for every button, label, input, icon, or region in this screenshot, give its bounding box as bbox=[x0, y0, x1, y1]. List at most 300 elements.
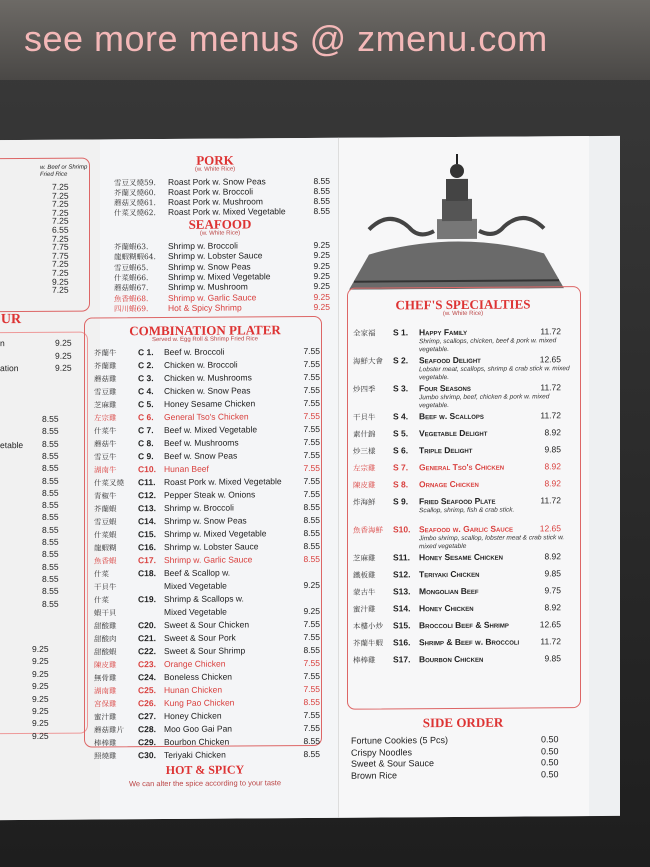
item-number: C22. bbox=[138, 646, 156, 657]
item-chinese: 鐵板雞 bbox=[353, 570, 376, 580]
item-number: S12. bbox=[393, 569, 411, 580]
pagoda-illustration bbox=[349, 148, 564, 290]
item-name: Moo Goo Gai Pan bbox=[164, 723, 233, 735]
combo-item bbox=[94, 554, 320, 567]
item-name: Honey Chicken bbox=[419, 602, 474, 614]
seafood-subtitle: (w. White Rice) bbox=[199, 230, 241, 237]
combo-item bbox=[94, 710, 320, 723]
item-number: C14. bbox=[138, 516, 156, 527]
item-price: 7.55 bbox=[303, 371, 320, 383]
left-price: 9.25 bbox=[32, 730, 49, 741]
left-price: 9.25 bbox=[32, 656, 49, 667]
item-number: C 9. bbox=[138, 451, 154, 462]
item-price: 9.25 bbox=[303, 579, 320, 591]
combo-item bbox=[94, 359, 320, 372]
hot-spicy-title: HOT & SPICY bbox=[165, 762, 245, 778]
item-price: 7.55 bbox=[303, 423, 320, 435]
item-number: C30. bbox=[138, 750, 156, 761]
left-price: 9.25 bbox=[55, 337, 72, 348]
item-chinese: 湖南牛 bbox=[94, 465, 117, 475]
item-number: S14. bbox=[393, 603, 411, 614]
item-number: S 2. bbox=[393, 355, 409, 366]
item-number: C27. bbox=[138, 711, 156, 722]
combo-item bbox=[94, 385, 320, 398]
item-price: 7.55 bbox=[303, 449, 320, 461]
item-name: Beef w. Mixed Vegetable bbox=[164, 424, 258, 436]
item-number: S 5. bbox=[393, 428, 409, 439]
combo-item bbox=[94, 671, 320, 684]
item-price: 7.55 bbox=[303, 358, 320, 370]
item-number: C29. bbox=[138, 737, 156, 748]
item-chinese: 蘑菇蝦67. bbox=[114, 283, 149, 293]
item-chinese: 龍蝦糊蝦64. bbox=[114, 252, 156, 262]
left-price: 9.25 bbox=[55, 350, 72, 361]
left-price: 6.55 bbox=[52, 224, 69, 235]
item-chinese: 陳皮雞 bbox=[94, 660, 117, 670]
item-name: Mixed Vegetable bbox=[164, 606, 227, 618]
item-description: Shrimp, scallops, chicken, beef & pork w. mixed vegetable. bbox=[419, 337, 557, 354]
item-chinese: 什菜蝦66. bbox=[114, 273, 149, 283]
item-name: Seafood w. Garlic Sauce bbox=[419, 523, 514, 535]
left-price: 9.25 bbox=[32, 643, 49, 654]
item-price: 9.85 bbox=[544, 653, 561, 664]
left-price: 7.25 bbox=[52, 267, 69, 278]
item-chinese: 雪豆雞 bbox=[94, 387, 117, 397]
combo-item bbox=[94, 515, 320, 528]
combo-item bbox=[94, 645, 320, 658]
item-chinese: 雪豆叉燒59. bbox=[114, 178, 156, 188]
item-price: 7.55 bbox=[303, 397, 320, 409]
item-price: 11.72 bbox=[540, 326, 561, 337]
item-price: 7.55 bbox=[303, 345, 320, 357]
item-chinese: 炒四季 bbox=[353, 384, 376, 394]
chef-item bbox=[353, 410, 561, 422]
item-price: 8.92 bbox=[544, 427, 561, 438]
item-name: Shrimp w. Garlic Sauce bbox=[164, 554, 253, 566]
item-price: 11.72 bbox=[540, 410, 561, 421]
left-price: 9.25 bbox=[32, 681, 49, 692]
item-name: Ornage Chicken bbox=[419, 478, 479, 490]
item-price: 8.92 bbox=[544, 461, 561, 472]
item-name: Beef w. Mushrooms bbox=[164, 437, 239, 449]
item-chinese: 蘑菇雞 bbox=[94, 374, 117, 384]
item-name: Mongolian Beef bbox=[419, 585, 479, 597]
item-number: C25. bbox=[138, 685, 156, 696]
item-number: C17. bbox=[138, 555, 156, 566]
combo-item bbox=[94, 450, 320, 463]
left-price: 8.55 bbox=[42, 585, 59, 597]
combo-item bbox=[94, 502, 320, 515]
left-price: 8.55 bbox=[42, 573, 59, 584]
item-price: 12.65 bbox=[539, 619, 561, 630]
item-price: 11.72 bbox=[540, 495, 561, 506]
item-name: Honey Sesame Chicken bbox=[419, 551, 504, 563]
side-item-price: 0.50 bbox=[541, 745, 559, 756]
item-number: S 6. bbox=[393, 445, 409, 456]
item-price: 7.55 bbox=[303, 631, 320, 643]
item-name: Beef w. Scallops bbox=[419, 410, 484, 422]
item-price: 8.55 bbox=[303, 540, 320, 552]
combo-item bbox=[94, 424, 320, 437]
item-chinese: 芝麻雞 bbox=[353, 553, 376, 563]
item-name: Roast Pork w. Mixed Vegetable bbox=[168, 206, 286, 217]
item-price: 7.55 bbox=[303, 657, 320, 669]
combo-item bbox=[94, 411, 320, 424]
item-name: Happy Family bbox=[419, 326, 468, 338]
left-price: 8.55 bbox=[42, 524, 59, 535]
item-price: 9.25 bbox=[313, 291, 330, 302]
item-name: Seafood Delight bbox=[419, 354, 481, 366]
item-number: C 1. bbox=[138, 347, 154, 358]
item-number: C 4. bbox=[138, 386, 154, 397]
chef-item bbox=[353, 444, 561, 456]
left-section-fragment: UR bbox=[0, 312, 22, 328]
chef-title: CHEF'S SPECIALTIES bbox=[395, 296, 531, 313]
item-price: 8.55 bbox=[313, 195, 330, 206]
item-price: 9.25 bbox=[303, 605, 320, 617]
combo-item bbox=[94, 684, 320, 697]
left-price: 8.55 bbox=[42, 487, 59, 498]
item-name: Teriyaki Chicken bbox=[164, 749, 226, 761]
side-item-name: Crispy Noodles bbox=[351, 746, 413, 758]
item-price: 8.55 bbox=[313, 205, 330, 216]
left-fragment: n bbox=[0, 338, 5, 349]
item-chinese: 干貝牛 bbox=[94, 582, 117, 592]
item-name: Boneless Chicken bbox=[164, 671, 233, 683]
item-name: Shrimp w. Mushroom bbox=[168, 281, 248, 293]
hot-spicy-note: We can alter the spice according to your taste bbox=[128, 778, 282, 789]
item-number: C18. bbox=[138, 568, 156, 579]
side-item bbox=[351, 769, 559, 780]
item-chinese: 蜜汁雞 bbox=[94, 712, 117, 722]
left-price: 7.25 bbox=[52, 198, 69, 209]
item-number: C 3. bbox=[138, 373, 154, 384]
item-chinese: 本樓小炒 bbox=[353, 621, 383, 631]
combo-item bbox=[94, 697, 320, 710]
item-name: General Tso's Chicken bbox=[164, 411, 249, 423]
item-name: Shrimp & Scallops w. bbox=[164, 593, 244, 605]
left-price: 7.25 bbox=[52, 284, 69, 295]
item-chinese: 龍蝦糊 bbox=[94, 543, 117, 553]
item-name: Roast Pork w. Snow Peas bbox=[168, 176, 266, 187]
left-price: 7.25 bbox=[52, 181, 69, 192]
item-chinese: 雪豆蝦65. bbox=[114, 262, 149, 272]
item-chinese: 芥蘭牛蝦 bbox=[353, 638, 383, 648]
item-name: Vegetable Delight bbox=[419, 427, 488, 439]
item-name: Hunan Beef bbox=[164, 463, 209, 475]
item-price: 8.55 bbox=[303, 644, 320, 656]
item-price: 8.55 bbox=[303, 696, 320, 708]
item-number: C19. bbox=[138, 594, 156, 605]
item-chinese: 宮保雞 bbox=[94, 699, 117, 709]
item-name: Fried Seafood Plate bbox=[419, 495, 496, 507]
chef-subtitle: (w. White Rice) bbox=[442, 310, 484, 318]
item-price: 8.55 bbox=[313, 185, 330, 196]
item-number: C15. bbox=[138, 529, 156, 540]
left-price: 9.25 bbox=[32, 705, 49, 716]
item-number: C23. bbox=[138, 659, 156, 670]
item-name: Beef & Scallop w. bbox=[164, 567, 231, 579]
item-chinese: 四川蝦69. bbox=[114, 303, 149, 314]
item-price: 11.72 bbox=[540, 382, 561, 393]
combo-title: COMBINATION PLATER bbox=[129, 322, 281, 339]
combo-item bbox=[94, 632, 320, 645]
item-price: 7.55 bbox=[303, 384, 320, 396]
item-chinese: 左宗雞 bbox=[353, 463, 376, 473]
item-chinese: 雪豆牛 bbox=[94, 452, 117, 462]
left-price: 7.25 bbox=[52, 259, 69, 270]
item-name: Hot & Spicy Shrimp bbox=[168, 302, 242, 313]
item-chinese: 炒三樣 bbox=[353, 446, 376, 456]
item-chinese: 炸海鮮 bbox=[353, 497, 376, 507]
item-name: Shrimp w. Mixed Vegetable bbox=[164, 528, 267, 540]
item-chinese: 全家福 bbox=[353, 328, 376, 338]
left-price: 9.25 bbox=[32, 668, 49, 679]
watermark: see more menus @ zmenu.com bbox=[24, 18, 548, 59]
item-number: S15. bbox=[393, 620, 411, 631]
side-item-name: Sweet & Sour Sauce bbox=[351, 758, 435, 769]
item-price: 8.92 bbox=[544, 551, 561, 562]
item-number: S13. bbox=[393, 586, 411, 597]
item-price: 12.65 bbox=[539, 523, 561, 534]
combo-item bbox=[94, 658, 320, 671]
combo-item bbox=[94, 606, 320, 619]
item-number: C20. bbox=[138, 620, 156, 631]
item-price: 7.55 bbox=[303, 488, 320, 500]
item-chinese: 芥蘭蝦63. bbox=[114, 242, 149, 252]
left-price: 9.25 bbox=[55, 362, 72, 373]
item-name: Chicken w. Snow Peas bbox=[164, 385, 251, 397]
item-price: 9.25 bbox=[313, 250, 330, 261]
item-description: Jumbo shrimp, beef, chicken & pork w. mixed vegetable. bbox=[419, 393, 550, 410]
item-name: Shrimp w. Broccoli bbox=[164, 502, 234, 514]
item-price: 9.25 bbox=[313, 301, 330, 312]
item-price: 9.25 bbox=[313, 260, 330, 271]
left-price: 7.25 bbox=[52, 207, 69, 218]
chef-item bbox=[353, 619, 561, 631]
item-price: 11.72 bbox=[540, 636, 561, 647]
combo-item bbox=[94, 723, 320, 736]
item-name: Shrimp & Beef w. Broccoli bbox=[419, 636, 520, 648]
item-chinese: 蝦干貝 bbox=[94, 608, 117, 618]
item-chinese: 芥蘭蝦 bbox=[94, 504, 117, 514]
item-price: 7.55 bbox=[303, 462, 320, 474]
item-price: 7.55 bbox=[303, 410, 320, 422]
item-chinese: 甜酸肉 bbox=[94, 634, 117, 644]
item-number: S17. bbox=[393, 654, 411, 665]
item-name: Roast Pork w. Mushroom bbox=[168, 196, 263, 207]
pork-subtitle: (w. White Rice) bbox=[194, 166, 236, 173]
item-name: Shrimp w. Garlic Sauce bbox=[168, 291, 257, 303]
item-name: Hunan Chicken bbox=[164, 684, 223, 696]
combo-item bbox=[94, 372, 320, 385]
left-price: 9.25 bbox=[52, 276, 69, 287]
item-number: S 7. bbox=[393, 462, 409, 473]
item-price: 8.55 bbox=[303, 527, 320, 539]
pork-title: PORK bbox=[196, 152, 234, 168]
item-number: C13. bbox=[138, 503, 156, 514]
combo-item bbox=[94, 489, 320, 502]
item-chinese: 陳皮雞 bbox=[353, 480, 376, 490]
left-price: 9.25 bbox=[32, 718, 49, 729]
right-panel bbox=[338, 136, 589, 818]
chef-item bbox=[353, 427, 561, 439]
item-name: General Tso's Chicken bbox=[419, 461, 505, 473]
item-number: C 6. bbox=[138, 412, 154, 423]
left-price: 7.25 bbox=[52, 216, 69, 227]
item-name: Sweet & Sour Chicken bbox=[164, 619, 250, 631]
item-chinese: 蘑菇叉燒61. bbox=[114, 198, 156, 208]
item-number: C26. bbox=[138, 698, 156, 709]
item-number: S16. bbox=[393, 637, 411, 648]
item-number: C16. bbox=[138, 542, 156, 553]
item-price: 8.55 bbox=[303, 748, 320, 760]
item-price: 12.65 bbox=[539, 354, 561, 365]
combo-item bbox=[94, 346, 320, 359]
left-price: 8.55 bbox=[42, 413, 59, 424]
item-chinese: 甜酸蝦 bbox=[94, 647, 117, 657]
item-number: C 7. bbox=[138, 425, 154, 436]
combo-subtitle: Served w. Egg Roll & Shrimp Fried Rice bbox=[151, 336, 259, 344]
menu-sheet bbox=[0, 136, 620, 820]
item-chinese: 棒棒雞 bbox=[94, 738, 117, 748]
item-price: 9.25 bbox=[313, 239, 330, 250]
side-item bbox=[351, 757, 559, 768]
left-price: 8.55 bbox=[42, 549, 59, 560]
item-description: Scallop, shrimp, fish & crab stick. bbox=[419, 506, 515, 515]
item-chinese: 魚香蝦68. bbox=[114, 293, 149, 303]
item-chinese: 左宗雞 bbox=[94, 413, 117, 423]
chef-item bbox=[353, 551, 561, 563]
item-price: 7.55 bbox=[303, 709, 320, 721]
item-name: Shrimp w. Snow Peas bbox=[164, 515, 247, 527]
left-box-top bbox=[0, 158, 90, 313]
left-fragment: etable bbox=[0, 440, 24, 451]
side-item bbox=[351, 746, 559, 757]
item-price: 8.92 bbox=[544, 478, 561, 489]
item-chinese: 芥蘭叉燒60. bbox=[114, 188, 156, 198]
seafood-item bbox=[114, 302, 330, 315]
combo-item bbox=[94, 476, 320, 489]
item-description: Jimbo shrimp, scallop, lobster meat & crab stick w. mixed vegetable bbox=[419, 534, 565, 551]
item-number: C11. bbox=[138, 477, 156, 488]
item-chinese: 什菜 bbox=[94, 569, 109, 579]
item-name: Beef w. Broccoli bbox=[164, 346, 225, 358]
side-item-name: Brown Rice bbox=[351, 769, 398, 781]
left-top-note: w. Beef or Shrimp Fried Rice bbox=[40, 164, 88, 178]
item-name: Bourbon Chicken bbox=[164, 736, 230, 748]
item-number: S 3. bbox=[393, 383, 409, 394]
item-price: 8.55 bbox=[303, 501, 320, 513]
item-price: 7.55 bbox=[303, 670, 320, 682]
item-chinese: 什菜叉燒 bbox=[94, 478, 124, 488]
item-number: S 4. bbox=[393, 411, 409, 422]
item-chinese: 什菜 bbox=[94, 595, 109, 605]
item-chinese: 魚香海鮮 bbox=[353, 525, 383, 535]
item-price: 8.55 bbox=[313, 175, 330, 186]
left-price: 8.55 bbox=[42, 438, 59, 449]
item-price: 8.92 bbox=[544, 602, 561, 613]
item-name: Kung Pao Chicken bbox=[164, 697, 235, 709]
item-name: Roast Pork w. Broccoli bbox=[168, 186, 254, 197]
item-name: Triple Delight bbox=[419, 444, 473, 456]
item-number: S11. bbox=[393, 552, 411, 563]
item-chinese: 干貝牛 bbox=[353, 412, 376, 422]
side-item bbox=[351, 734, 559, 745]
combo-item bbox=[94, 736, 320, 749]
item-number: C24. bbox=[138, 672, 156, 683]
chef-item bbox=[353, 653, 561, 665]
item-chinese: 海鮮大會 bbox=[353, 356, 383, 366]
item-name: Shrimp w. Lobster Sauce bbox=[168, 250, 263, 262]
item-name: Shrimp w. Snow Peas bbox=[168, 261, 251, 272]
combo-item bbox=[94, 437, 320, 450]
item-name: Four Seasons bbox=[419, 382, 471, 394]
side-item-price: 0.50 bbox=[541, 768, 559, 779]
item-price: 8.55 bbox=[303, 735, 320, 747]
left-price: 8.55 bbox=[42, 426, 59, 437]
left-price: 8.55 bbox=[42, 512, 59, 523]
item-name: Chicken w. Mushrooms bbox=[164, 372, 252, 384]
item-chinese: 芝麻雞 bbox=[94, 400, 117, 410]
item-chinese: 什菜叉燒62. bbox=[114, 208, 156, 218]
item-chinese: 棒棒雞 bbox=[353, 655, 376, 665]
item-chinese: 甜酸雞 bbox=[94, 621, 117, 631]
left-price: 7.25 bbox=[52, 190, 69, 201]
item-chinese: 蒙古牛 bbox=[353, 587, 376, 597]
item-chinese: 芥蘭牛 bbox=[94, 348, 117, 358]
combo-item bbox=[94, 528, 320, 541]
seafood-title: SEAFOOD bbox=[188, 216, 252, 232]
combo-item bbox=[94, 749, 320, 762]
item-chinese: 雪豆蝦 bbox=[94, 517, 117, 527]
item-name: Broccoli Beef & Shrimp bbox=[419, 619, 509, 631]
item-name: Sweet & Sour Shrimp bbox=[164, 645, 246, 657]
item-chinese: 蘑菇牛 bbox=[94, 439, 117, 449]
item-number: S10. bbox=[393, 524, 411, 535]
left-price: 7.75 bbox=[52, 241, 69, 252]
item-name: Shrimp w. Broccoli bbox=[168, 240, 238, 251]
chef-item bbox=[353, 461, 561, 473]
left-price: 7.75 bbox=[52, 250, 69, 261]
item-name: Shrimp w. Lobster Sauce bbox=[164, 541, 259, 553]
combo-item bbox=[94, 619, 320, 632]
item-price: 9.85 bbox=[544, 568, 561, 579]
item-name: Chicken w. Broccoli bbox=[164, 359, 238, 371]
item-name: Bourbon Chicken bbox=[419, 653, 484, 665]
item-number: S 1. bbox=[393, 327, 409, 338]
item-price: 8.55 bbox=[303, 514, 320, 526]
combo-item bbox=[94, 398, 320, 411]
chef-item bbox=[353, 585, 561, 597]
item-price: 7.55 bbox=[303, 436, 320, 448]
left-price: 8.55 bbox=[42, 598, 59, 609]
chef-item bbox=[353, 478, 561, 490]
left-price: 8.55 bbox=[42, 561, 59, 572]
item-chinese: 蜜汁雞 bbox=[353, 604, 376, 614]
combo-item bbox=[94, 463, 320, 476]
item-name: Mixed Vegetable bbox=[164, 580, 227, 592]
item-name: Roast Pork w. Mixed Vegetable bbox=[164, 476, 282, 488]
side-item-name: Fortune Cookies (5 Pcs) bbox=[351, 735, 449, 746]
left-price: 9.25 bbox=[32, 693, 49, 704]
item-description: Lobster meat, scallops, shrimp & crab stick w. mixed vegetable. bbox=[419, 365, 570, 382]
item-chinese: 湖南雞 bbox=[94, 686, 117, 696]
item-chinese: 魚香蝦 bbox=[94, 556, 117, 566]
item-price: 8.55 bbox=[303, 553, 320, 565]
item-chinese: 什菜牛 bbox=[94, 426, 117, 436]
left-price: 7.25 bbox=[52, 233, 69, 244]
